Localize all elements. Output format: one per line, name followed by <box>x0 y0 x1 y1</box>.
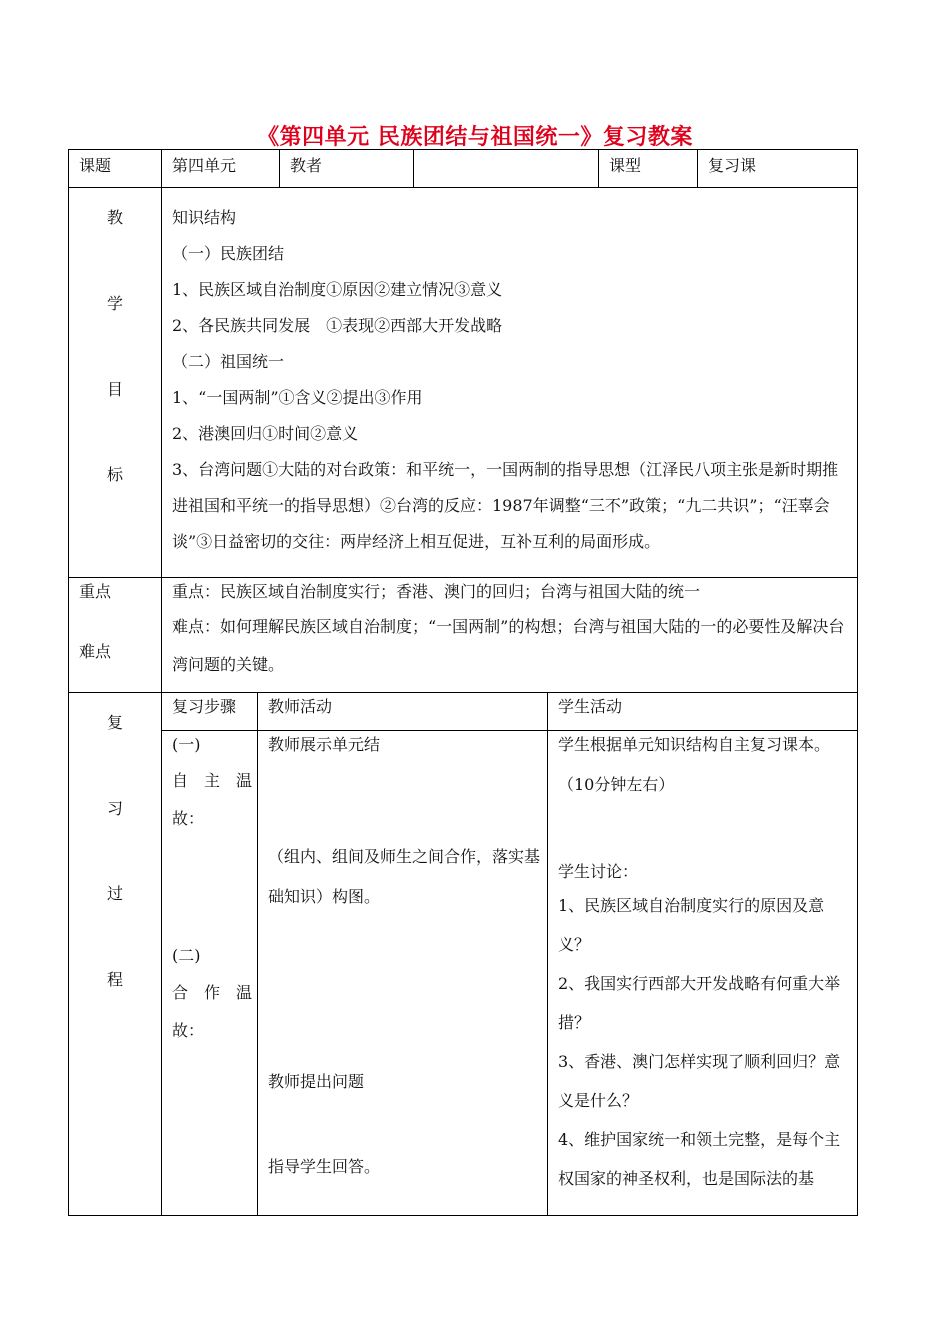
process-label-char: 程 <box>107 970 124 989</box>
lesson-type-value: 复习课 <box>708 156 757 175</box>
goals-line: 2、各民族共同发展 ①表现②西部大开发战略 <box>172 316 503 335</box>
col-divider <box>413 149 414 187</box>
process-label-char: 习 <box>107 799 124 818</box>
goals-line: 1、“一国两制”①含义②提出③作用 <box>172 388 423 407</box>
student-question-2: 2、我国实行西部大开发战略有何重大举措？ <box>558 974 841 1032</box>
teacher-activity-1: 教师展示单元结 <box>268 735 381 754</box>
col-divider <box>279 149 280 187</box>
col-header-teacher: 教师活动 <box>268 697 333 716</box>
goals-label-char: 教 <box>107 208 124 227</box>
key-label: 重点 <box>79 582 112 601</box>
goals-taiwan-paragraph: 3、台湾问题①大陆的对台政策：和平统一，一国两制的指导思想（江泽民八项主张是新时期推进祖国和平统一的指导思想）②台湾的反应：1987年调整“三不”政策；“九二共识”；“汪辜会谈”③日益密切的交往：两岸经济上相互促进，互补互利的局面形成。 <box>172 460 839 551</box>
teacher-activity-3: 教师提出问题 <box>268 1072 365 1091</box>
step1-number: (一) <box>172 735 201 754</box>
col-divider <box>161 149 162 1216</box>
col-divider <box>697 149 698 187</box>
goals-line: 知识结构 <box>172 208 237 227</box>
goals-line: 1、民族区域自治制度①原因②建立情况③意义 <box>172 280 503 299</box>
student-activity-2: （10分钟左右） <box>558 775 675 794</box>
student-question-3: 3、香港、澳门怎样实现了顺利回归？意义是什么？ <box>558 1052 841 1110</box>
difficulty-text: 难点：如何理解民族区域自治制度；“一国两制”的构想；台湾与祖国大陆的一的必要性及解决台湾问题的关键。 <box>172 617 845 674</box>
teacher-activity-2: （组内、组间及师生之间合作，落实基础知识）构图。 <box>268 847 541 906</box>
label-topic: 课题 <box>79 156 112 175</box>
row-divider <box>161 730 858 731</box>
col-header-steps: 复习步骤 <box>172 697 237 716</box>
topic-value: 第四单元 <box>172 156 237 175</box>
goals-line: （二）祖国统一 <box>172 352 285 371</box>
step1-name: 自 主 温故： <box>172 771 253 828</box>
col-divider <box>547 692 548 1216</box>
col-divider <box>257 692 258 1216</box>
student-question-1: 1、民族区域自治制度实行的原因及意义？ <box>558 896 825 954</box>
row-divider <box>68 187 858 188</box>
goals-line: 2、港澳回归①时间②意义 <box>172 424 359 443</box>
goals-line: （一）民族团结 <box>172 244 285 263</box>
page-title: 《第四单元 民族团结与祖国统一》复习教案 <box>257 124 693 150</box>
label-lesson-type: 课型 <box>609 156 642 175</box>
goals-label-char: 目 <box>107 380 124 399</box>
row-divider <box>68 692 858 693</box>
process-label-char: 过 <box>107 884 124 903</box>
col-header-student: 学生活动 <box>558 697 623 716</box>
goals-label-char: 学 <box>107 294 124 313</box>
student-activity-3: 学生讨论： <box>558 862 639 881</box>
row-divider <box>68 577 858 578</box>
key-points-text: 重点：民族区域自治制度实行；香港、澳门的回归；台湾与祖国大陆的统一 <box>172 582 701 601</box>
difficulty-label: 难点 <box>79 642 112 661</box>
teacher-activity-4: 指导学生回答。 <box>268 1157 381 1176</box>
step2-number: (二) <box>172 946 201 965</box>
process-label-char: 复 <box>107 713 124 732</box>
col-divider <box>598 149 599 187</box>
label-teacher: 教者 <box>290 156 323 175</box>
goals-label-char: 标 <box>107 465 124 484</box>
student-activity-1: 学生根据单元知识结构自主复习课本。 <box>558 735 831 754</box>
student-question-4: 4、维护国家统一和领土完整，是每个主权国家的神圣权利，也是国际法的基 <box>558 1130 841 1188</box>
step2-name: 合 作 温故： <box>172 983 253 1040</box>
